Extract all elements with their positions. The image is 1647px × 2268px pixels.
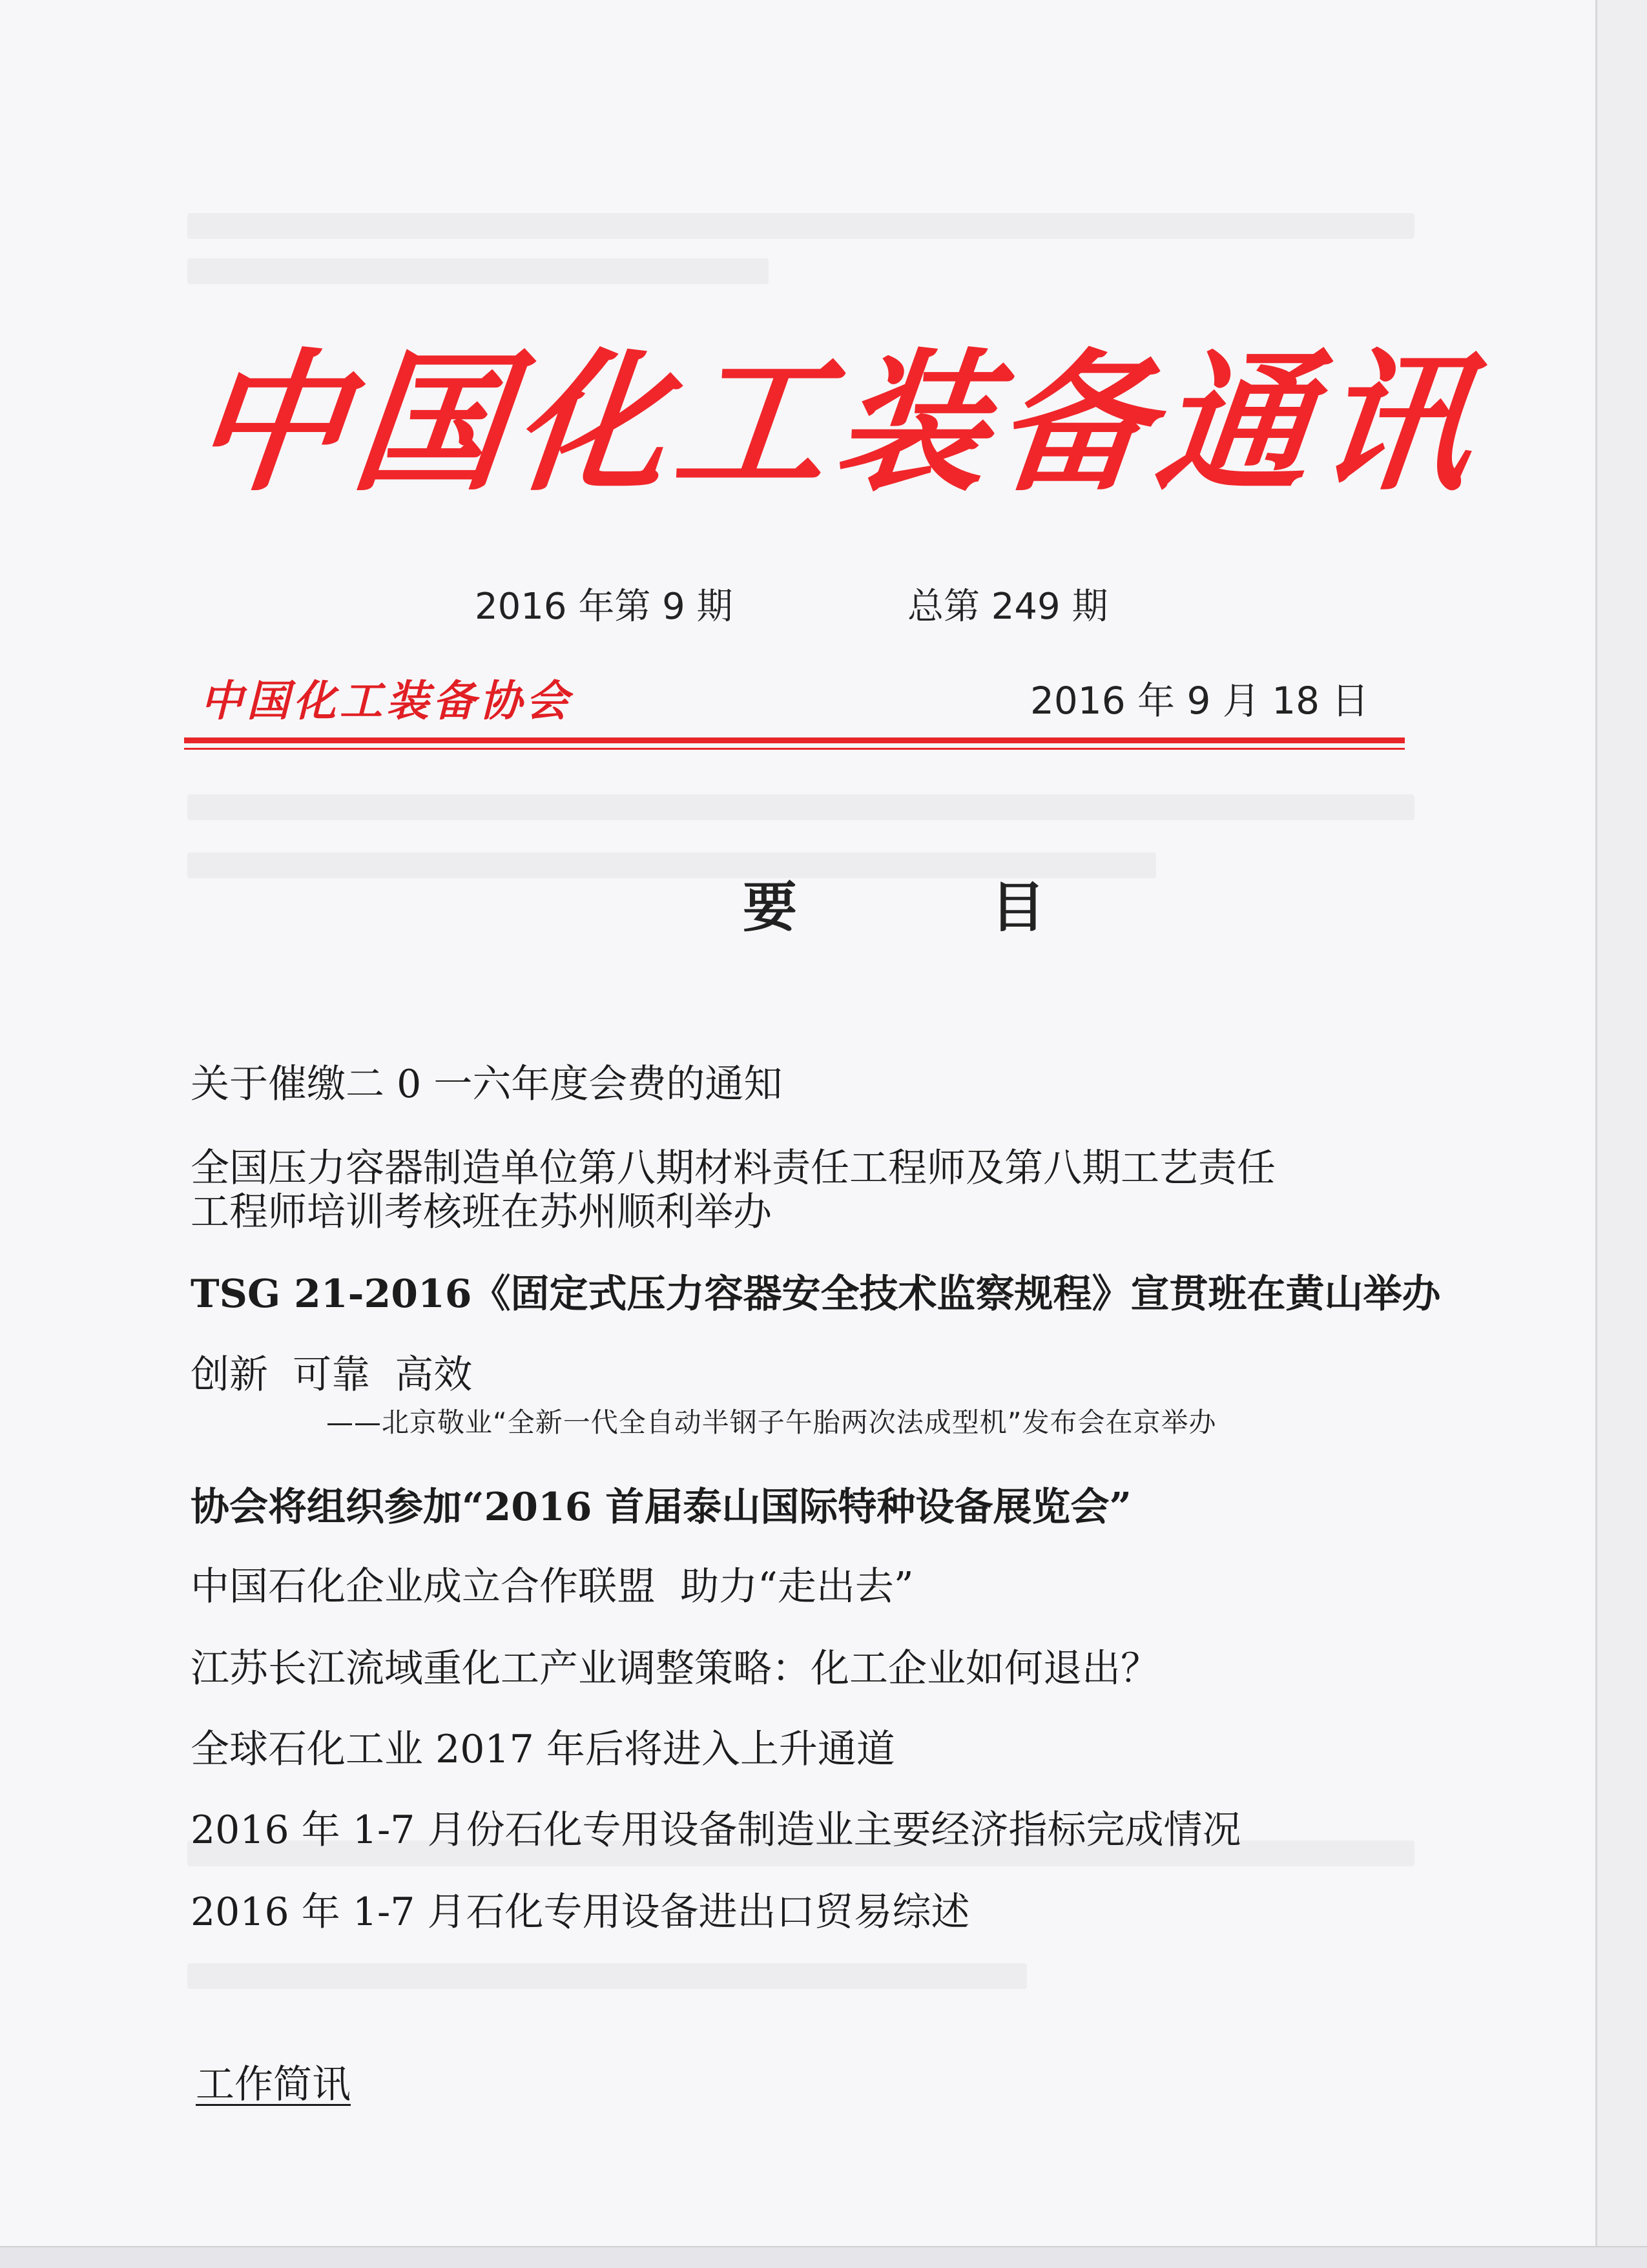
masthead-divider xyxy=(184,737,1405,743)
scan-right-edge xyxy=(1595,0,1647,2267)
section-heading-work-brief: 工作简讯 xyxy=(196,2062,351,2107)
toc-item: 全球石化工业 2017 年后将进入上升通道 xyxy=(191,1727,895,1772)
toc-item: 关于催缴二 0 一六年度会费的通知 xyxy=(191,1062,783,1107)
bleed-through-text xyxy=(187,258,769,284)
toc-item-subtitle: ——北京敬业“全新一代全自动半钢子午胎两次法成型机”发布会在京举办 xyxy=(326,1407,1217,1438)
total-issue-number: 总第 249 期 xyxy=(907,586,1108,628)
masthead-divider-thin xyxy=(184,748,1405,750)
toc-item: 创新 可靠 高效 xyxy=(191,1352,473,1397)
publication-date: 2016 年 9 月 18 日 xyxy=(1030,679,1369,723)
toc-item: 全国压力容器制造单位第八期材料责任工程师及第八期工艺责任 xyxy=(191,1146,1276,1191)
toc-item: 2016 年 1-7 月石化专用设备进出口贸易综述 xyxy=(191,1890,970,1935)
issue-number: 2016 年第 9 期 xyxy=(475,586,733,628)
toc-item: 协会将组织参加“2016 首届泰山国际特种设备展览会” xyxy=(191,1485,1132,1530)
toc-item: 中国石化企业成立合作联盟 助力“走出去” xyxy=(191,1564,914,1609)
toc-item: 2016 年 1-7 月份石化专用设备制造业主要经济指标完成情况 xyxy=(191,1808,1241,1853)
contents-heading: 要目 xyxy=(743,876,1239,939)
scan-bottom-edge xyxy=(0,2246,1647,2268)
publisher-name: 中国化工装备协会 xyxy=(200,675,572,726)
toc-item: TSG 21-2016《固定式压力容器安全技术监察规程》宣贯班在黄山举办 xyxy=(191,1272,1441,1317)
bleed-through-text xyxy=(187,794,1414,820)
masthead-title: 中国化工装备通讯 xyxy=(184,334,1490,512)
toc-item: 江苏长江流域重化工产业调整策略：化工企业如何退出？ xyxy=(191,1646,1159,1691)
toc-item-continued: 工程师培训考核班在苏州顺利举办 xyxy=(191,1190,772,1235)
bleed-through-text xyxy=(187,1963,1027,1989)
bleed-through-text xyxy=(187,213,1414,239)
